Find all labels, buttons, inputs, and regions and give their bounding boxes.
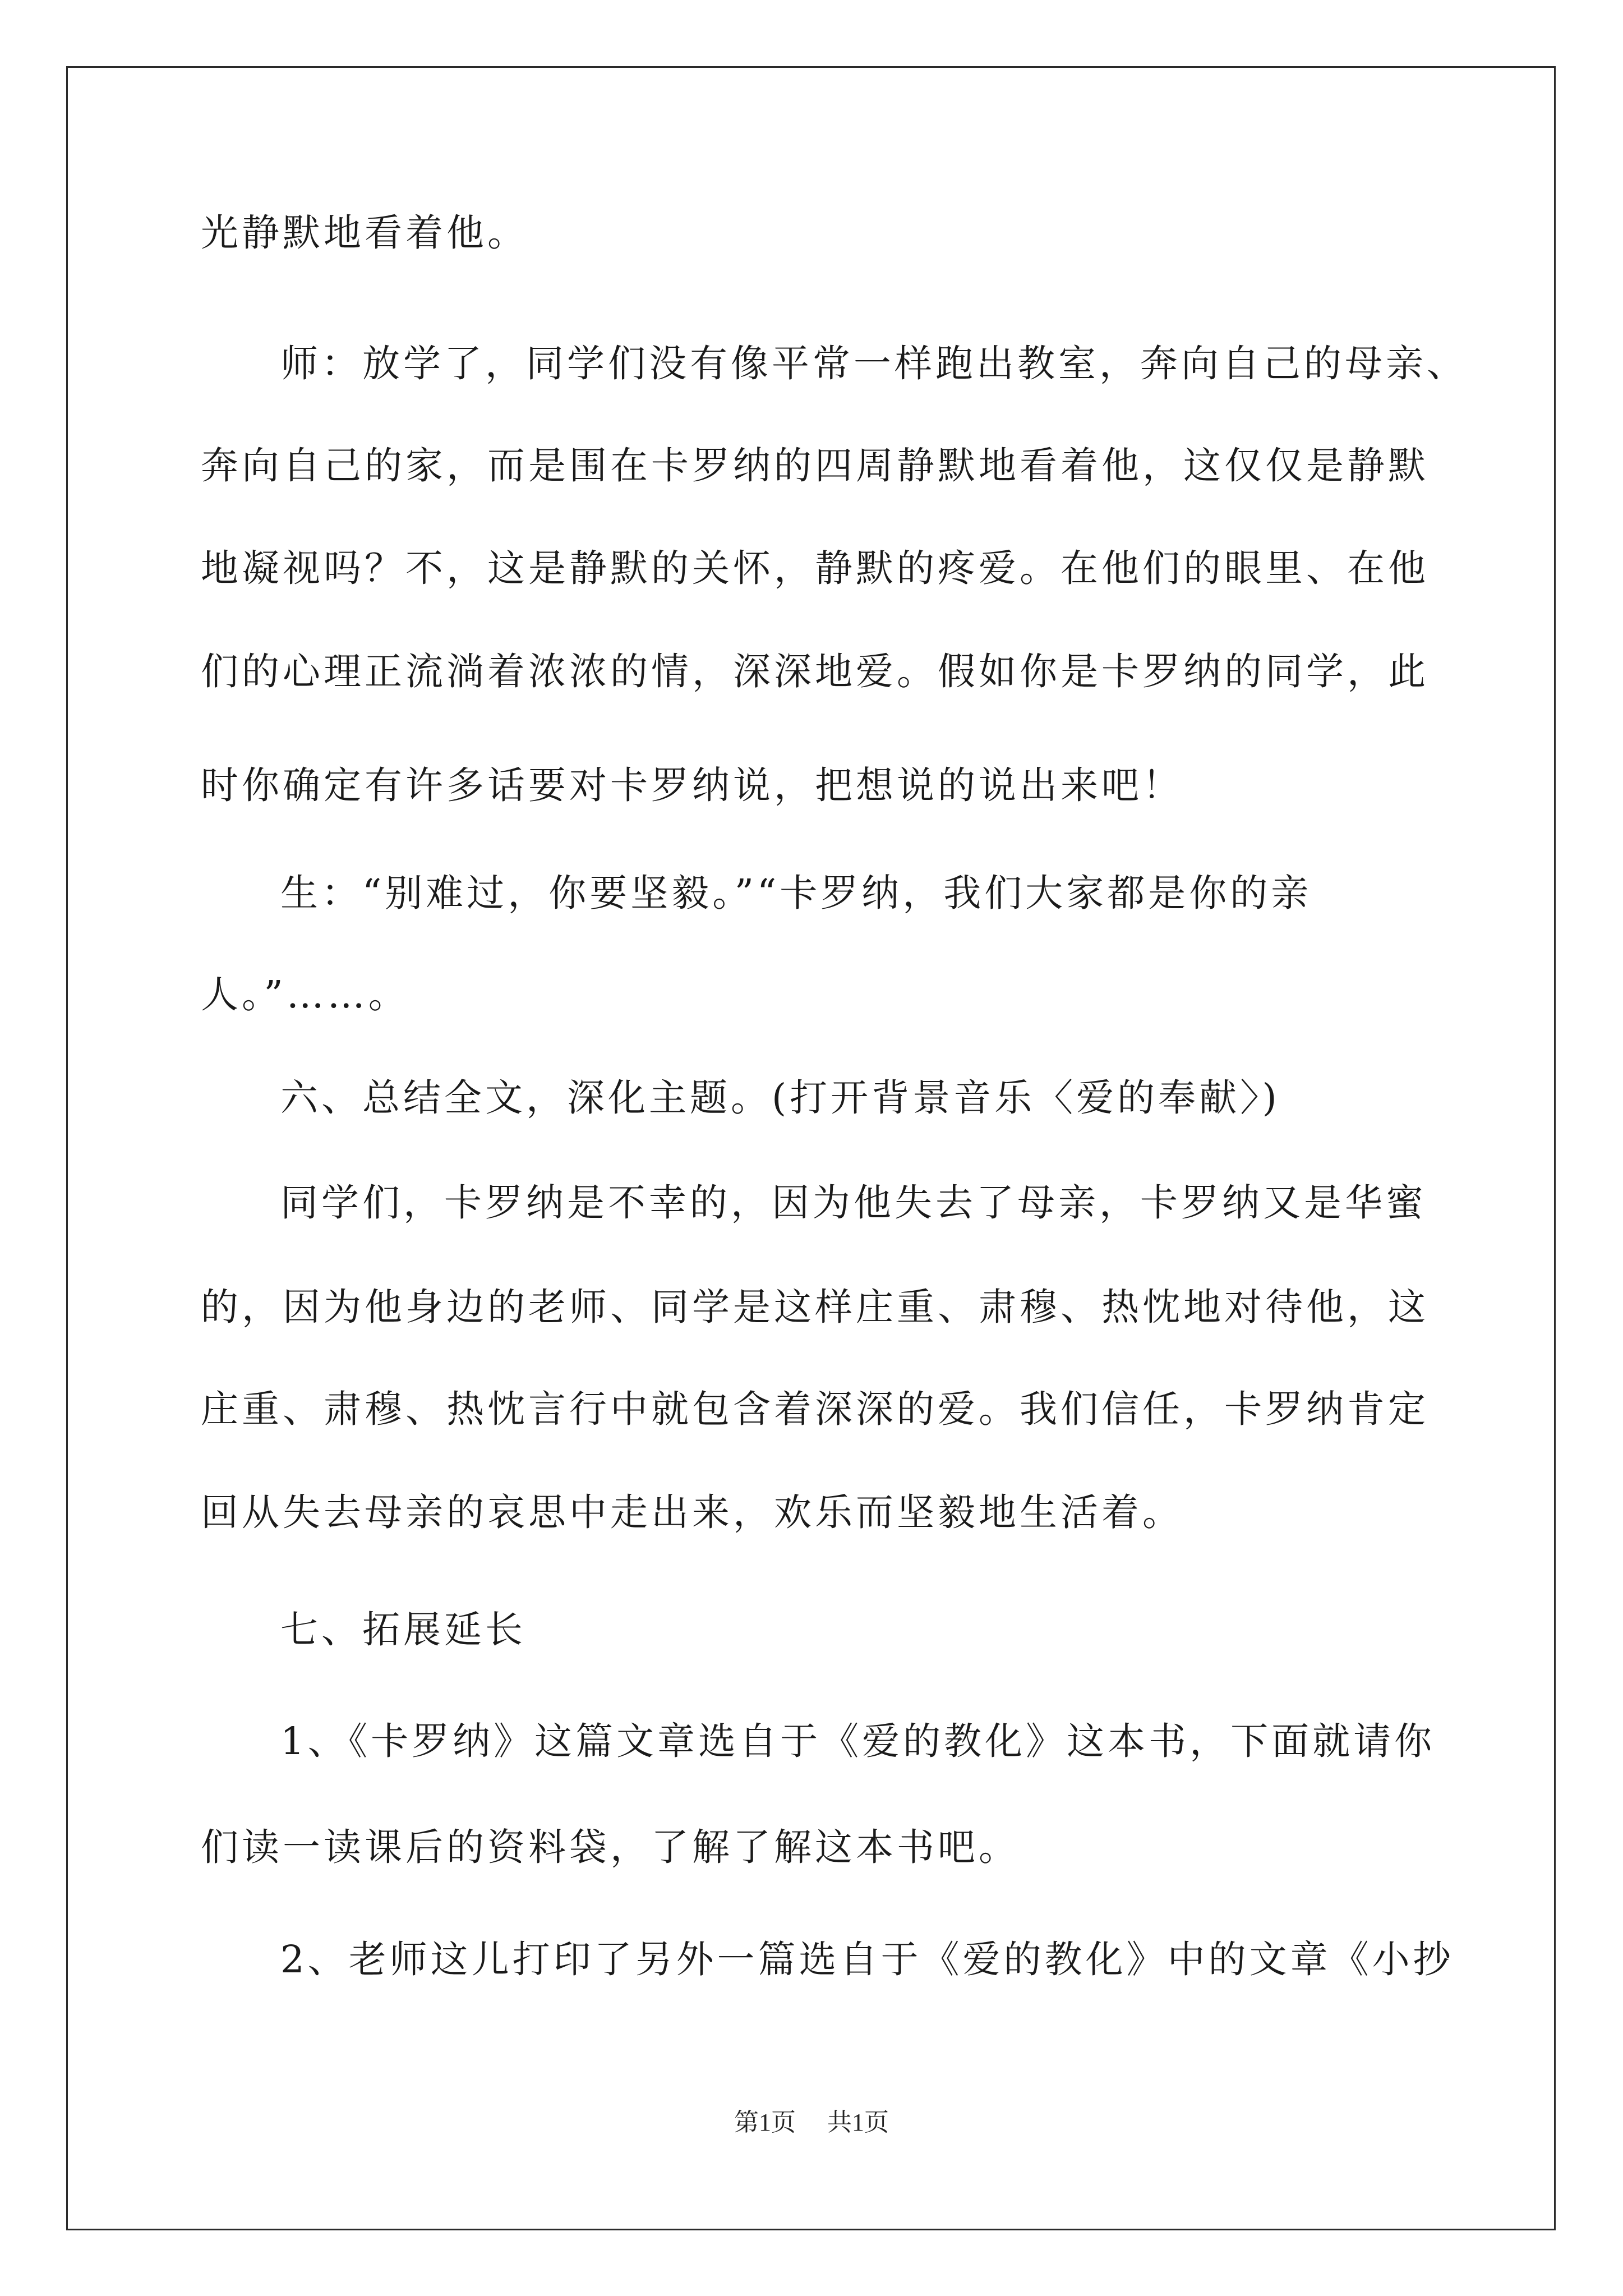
text-line: 们读一读课后的资料袋，了解了解这本书吧。: [201, 1825, 1020, 1869]
text-line: 2、老师这儿打印了另外一篇选自于《爱的教化》中的文章《小抄: [280, 1938, 1454, 1981]
page-border: [66, 66, 1556, 2230]
text-line: 生：“别难过，你要坚毅。”“卡罗纳，我们大家都是你的亲: [280, 871, 1312, 915]
page-footer: [0, 2107, 1623, 2138]
text-line: 七、拓展延长: [280, 1608, 526, 1651]
page-number: 第1页: [734, 2109, 796, 2136]
text-line: 六、总结全文，深化主题。(打开背景音乐〈爱的奉献〉): [280, 1076, 1280, 1120]
text-line: 奔向自己的家，而是围在卡罗纳的四周静默地看着他，这仅仅是静默: [201, 444, 1429, 487]
text-line: 人。”……。: [201, 973, 409, 1016]
text-line: 的，因为他身边的老师、同学是这样庄重、肃穆、热忱地对待他，这: [201, 1285, 1429, 1329]
text-line: 回从失去母亲的哀思中走出来，欢乐而坚毅地生活着。: [201, 1490, 1183, 1534]
text-line: 光静默地看着他。: [201, 211, 528, 255]
text-line: 时你确定有许多话要对卡罗纳说，把想说的说出来吧！: [201, 763, 1183, 807]
text-line: 们的心理正流淌着浓浓的情，深深地爱。假如你是卡罗纳的同学，此: [201, 650, 1429, 693]
text-line: 师：放学了，同学们没有像平常一样跑出教室，奔向自己的母亲、: [280, 342, 1468, 385]
text-line: 地凝视吗？不，这是静默的关怀，静默的疼爱。在他们的眼里、在他: [201, 546, 1429, 590]
text-line: 1、《卡罗纳》这篇文章选自于《爱的教化》这本书，下面就请你: [280, 1719, 1436, 1763]
text-line: 同学们，卡罗纳是不幸的，因为他失去了母亲，卡罗纳又是华蜜: [280, 1181, 1427, 1225]
page-total: 共1页: [827, 2109, 889, 2136]
text-line: 庄重、肃穆、热忱言行中就包含着深深的爱。我们信任，卡罗纳肯定: [201, 1387, 1429, 1431]
